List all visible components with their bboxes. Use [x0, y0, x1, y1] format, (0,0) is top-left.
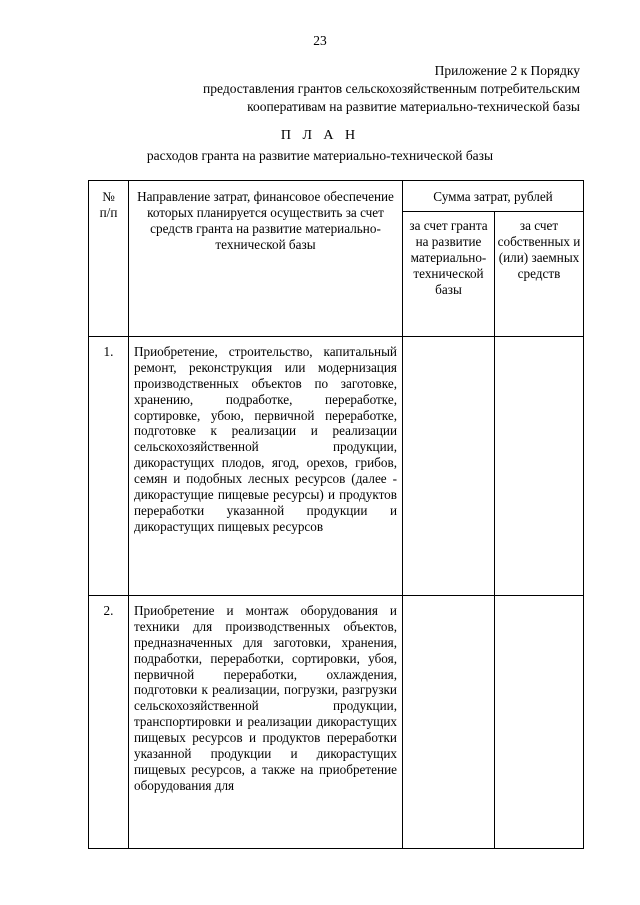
annex-line-1: Приложение 2 к Порядку	[434, 63, 580, 78]
header-sum: Сумма затрат, рублей	[403, 181, 584, 212]
annex-line-3: кооперативам на развитие материально-технической базы	[247, 99, 580, 114]
row-grant-value	[403, 336, 495, 595]
table-header-row	[89, 181, 584, 212]
row-num: 2.	[89, 595, 129, 848]
table-row	[89, 336, 584, 595]
document-subtitle: расходов гранта на развитие материально-технической базы	[146, 148, 494, 163]
document-title: П Л А Н	[280, 128, 360, 143]
page-number: 23	[313, 33, 327, 48]
header-grant: за счет гранта на развитие материально-технической базы	[403, 211, 495, 336]
annex-line-2: предоставления грантов сельскохозяйственным потребительским	[203, 81, 580, 96]
table-row	[89, 595, 584, 848]
row-own-value	[495, 595, 584, 848]
row-num: 1.	[89, 336, 129, 595]
row-text: Приобретение, строительство, капитальный ремонт, реконструкция или модернизация производственных объектов по заготовке, хранению, подработке, переработке, сортировке, убою, первичной переработке, подготовке к реализации и реализации сельскохозяйственной продукции, дикорастущих плодов, ягод, орехов, грибов, семян и подобных лесных ресурсов (далее - дикорастущие пищевые ресурсы) и продуктов переработки указанной продукции и дикорастущих пищевых ресурсов	[129, 336, 403, 595]
annex-note	[203, 62, 580, 116]
plan-table	[88, 180, 584, 849]
header-own: за счет собственных и (или) заемных средств	[495, 211, 584, 336]
row-grant-value	[403, 595, 495, 848]
row-text: Приобретение и монтаж оборудования и техники для производственных объектов, предназначенных для заготовки, хранения, подработки, переработки, сортировки, убоя, первичной переработки, охлаждения, подготовки к реализации, погрузки, разгрузки сельскохозяйственной продукции, транспортировки и реализации дикорастущих пищевых ресурсов и продуктов переработки указанной продукции и дикорастущих пищевых ресурсов, а также на приобретение оборудования для	[129, 595, 403, 848]
header-num: № п/п	[89, 181, 129, 337]
row-own-value	[495, 336, 584, 595]
header-direction: Направление затрат, финансовое обеспечение которых планируется осуществить за счет средств гранта на развитие материально-технической базы	[129, 181, 403, 337]
